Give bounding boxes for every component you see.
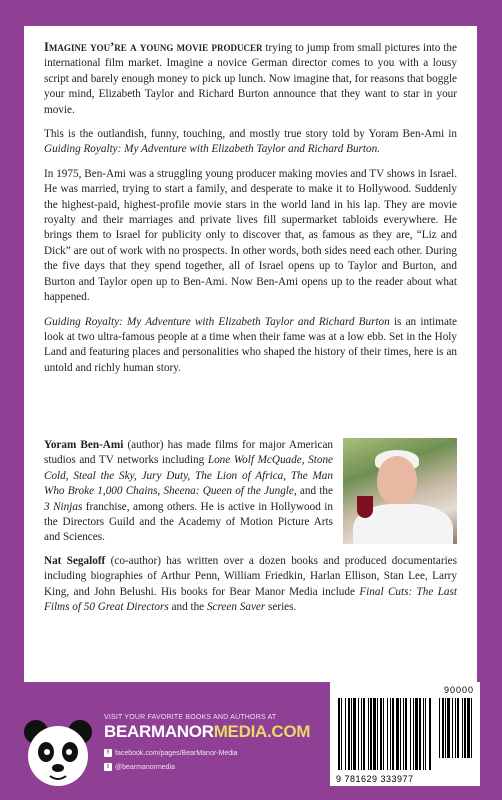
brand-url-part-1: BEARMANOR bbox=[104, 722, 214, 741]
price-bar bbox=[439, 698, 440, 758]
photo-face bbox=[377, 456, 417, 504]
isbn-barcode bbox=[330, 682, 480, 786]
twitter-icon: t bbox=[104, 763, 112, 771]
text-panel bbox=[24, 26, 477, 682]
blurb-p4-text: is an intimate look at two ultra-famous people at a time when their fame was at a low ebb. Set in the Holy Land and featuring places and personalities who shaped the history of their times, here is an untold and richly human story. bbox=[44, 315, 458, 374]
bio-author-text-3: franchise, among others. He is active in Hollywood in the Directors Guild and the Academy of Motion Picture Arts and Sciences. bbox=[44, 500, 333, 544]
price-bar bbox=[464, 698, 466, 758]
price-bar bbox=[442, 698, 444, 758]
coauthor-work-1: Final Cuts: The Last Films of 50 Great Directors bbox=[44, 585, 457, 614]
blurb-lead: Imagine you’re a young movie producer bbox=[44, 40, 263, 54]
twitter-link[interactable] bbox=[104, 763, 175, 771]
barcode-bar bbox=[425, 698, 426, 770]
facebook-link[interactable] bbox=[104, 749, 238, 757]
facebook-icon: f bbox=[104, 749, 112, 757]
price-bar bbox=[467, 698, 470, 758]
blurb-paragraph-2 bbox=[44, 127, 457, 158]
bio-author-text-2: and the bbox=[296, 485, 333, 498]
barcode-bar bbox=[396, 698, 399, 770]
coauthor-work-2: Screen Saver bbox=[206, 601, 266, 614]
barcode-bar bbox=[423, 698, 424, 770]
bio-coauthor-text-3: series. bbox=[265, 601, 297, 614]
blurb-p2-text: This is the outlandish, funny, touching, and mostly true story told by Yoram Ben-Ami in bbox=[44, 128, 457, 141]
price-bar bbox=[447, 698, 450, 758]
twitter-text: @bearmanormedia bbox=[115, 763, 176, 771]
barcode-bar bbox=[341, 698, 342, 770]
barcode-bar bbox=[348, 698, 350, 770]
price-bar bbox=[462, 698, 463, 758]
barcode-bar bbox=[405, 698, 407, 770]
author-bios bbox=[44, 438, 457, 623]
barcode-bar bbox=[403, 698, 404, 770]
wine-glass-icon bbox=[357, 496, 373, 518]
price-bar bbox=[457, 698, 459, 758]
blurb-paragraph-4 bbox=[44, 315, 457, 377]
cover-footer bbox=[0, 685, 502, 800]
barcode-bar bbox=[383, 698, 384, 770]
barcode-bar bbox=[390, 698, 391, 770]
bio-coauthor bbox=[44, 554, 457, 616]
barcode-bar bbox=[351, 698, 352, 770]
isbn-number: 9 781629 333977 bbox=[336, 774, 414, 784]
barcode-bar bbox=[380, 698, 382, 770]
barcode-bar bbox=[338, 698, 340, 770]
price-code: 90000 bbox=[443, 685, 474, 695]
author-works: Lone Wolf McQuade, Stone Cold, Steal the Sky, Jury Duty, The Lion of Africa, The Man Who Broke 1,000 Chains, Sheena: Queen of the Jungle, bbox=[44, 454, 333, 498]
bio-author-text-1: (author) has made films for major American studios and TV networks including bbox=[44, 439, 333, 467]
barcode-bar bbox=[419, 698, 421, 770]
author-work-2: 3 Ninjas bbox=[44, 500, 83, 513]
barcode-bar bbox=[400, 698, 401, 770]
book-title-ref-2: Guiding Royalty: My Adventure with Elizabeth Taylor and Richard Burton bbox=[44, 315, 390, 328]
barcode-bar bbox=[368, 698, 369, 770]
bio-coauthor-text-1: (co-author) has written over a dozen books and produced documentaries including biographies of Arthur Penn, William Friedkin, Harlan Ellison, Stan Lee, Larry King, and John Belushi. His books for Bear Manor Media include bbox=[44, 554, 457, 598]
coauthor-name: Nat Segaloff bbox=[44, 554, 106, 567]
barcode-bars bbox=[330, 682, 480, 786]
price-bar bbox=[471, 698, 472, 758]
visit-text: VISIT YOUR FAVORITE BOOKS AND AUTHORS AT bbox=[104, 714, 277, 721]
facebook-text: facebook.com/pages/BearManor-Media bbox=[115, 749, 238, 757]
book-title-ref: Guiding Royalty: My Adventure with Elizabeth Taylor and Richard Burton. bbox=[44, 143, 380, 156]
barcode-bar bbox=[370, 698, 372, 770]
barcode-bar bbox=[345, 698, 346, 770]
bio-coauthor-text-2: and the bbox=[168, 601, 207, 614]
blurb-p1-text: trying to jump from small pictures into the international film market. Imagine a novice German director comes to you with a lousy script and barely enough money to pick up lunch. Now imagine that, for reasons that boggle your mind, Elizabeth Taylor and Richard Burton announce that they want to star in your movie. bbox=[44, 42, 457, 116]
barcode-bar bbox=[415, 698, 418, 770]
blurb-paragraph-3: In 1975, Ben-Ami was a struggling young producer making movies and TV shows in Israel. He was married, trying to start a family, and desperate to make it to Hollywood. Suddenly the highest-paid, highest-profile movie stars in the world land in his lap. They are movie royalty and their marriages and private lives fill supermarket tabloids everywhere. He brings them to Israel for publicity only to discover that, as famous as they are, “Liz and Dick” are out of work with no prospects. In other words, both sides need each other. During the five days that they spend together, all of Israel opens up to Taylor and Burton, and Burton and Taylor open up to Ben-Ami. Now Ben-Ami opens up to the reader about what happened. bbox=[44, 167, 457, 304]
barcode-bar bbox=[387, 698, 388, 770]
brand-url[interactable] bbox=[104, 722, 310, 742]
price-bar bbox=[455, 698, 456, 758]
price-bar bbox=[452, 698, 453, 758]
barcode-bar bbox=[377, 698, 378, 770]
panda-logo-icon bbox=[18, 712, 98, 792]
barcode-bar bbox=[392, 698, 394, 770]
barcode-bar bbox=[363, 698, 365, 770]
barcode-bar bbox=[413, 698, 414, 770]
price-bar bbox=[445, 698, 446, 758]
author-photo bbox=[343, 438, 457, 544]
blurb-paragraph-1 bbox=[44, 40, 457, 118]
blurb bbox=[44, 40, 457, 385]
barcode-bar bbox=[410, 698, 411, 770]
barcode-bar bbox=[353, 698, 356, 770]
barcode-bar bbox=[373, 698, 376, 770]
barcode-bar bbox=[361, 698, 362, 770]
author-name: Yoram Ben-Ami bbox=[44, 439, 124, 451]
barcode-bar bbox=[429, 698, 431, 770]
barcode-bar bbox=[358, 698, 359, 770]
brand-url-part-2: MEDIA.COM bbox=[213, 722, 311, 741]
